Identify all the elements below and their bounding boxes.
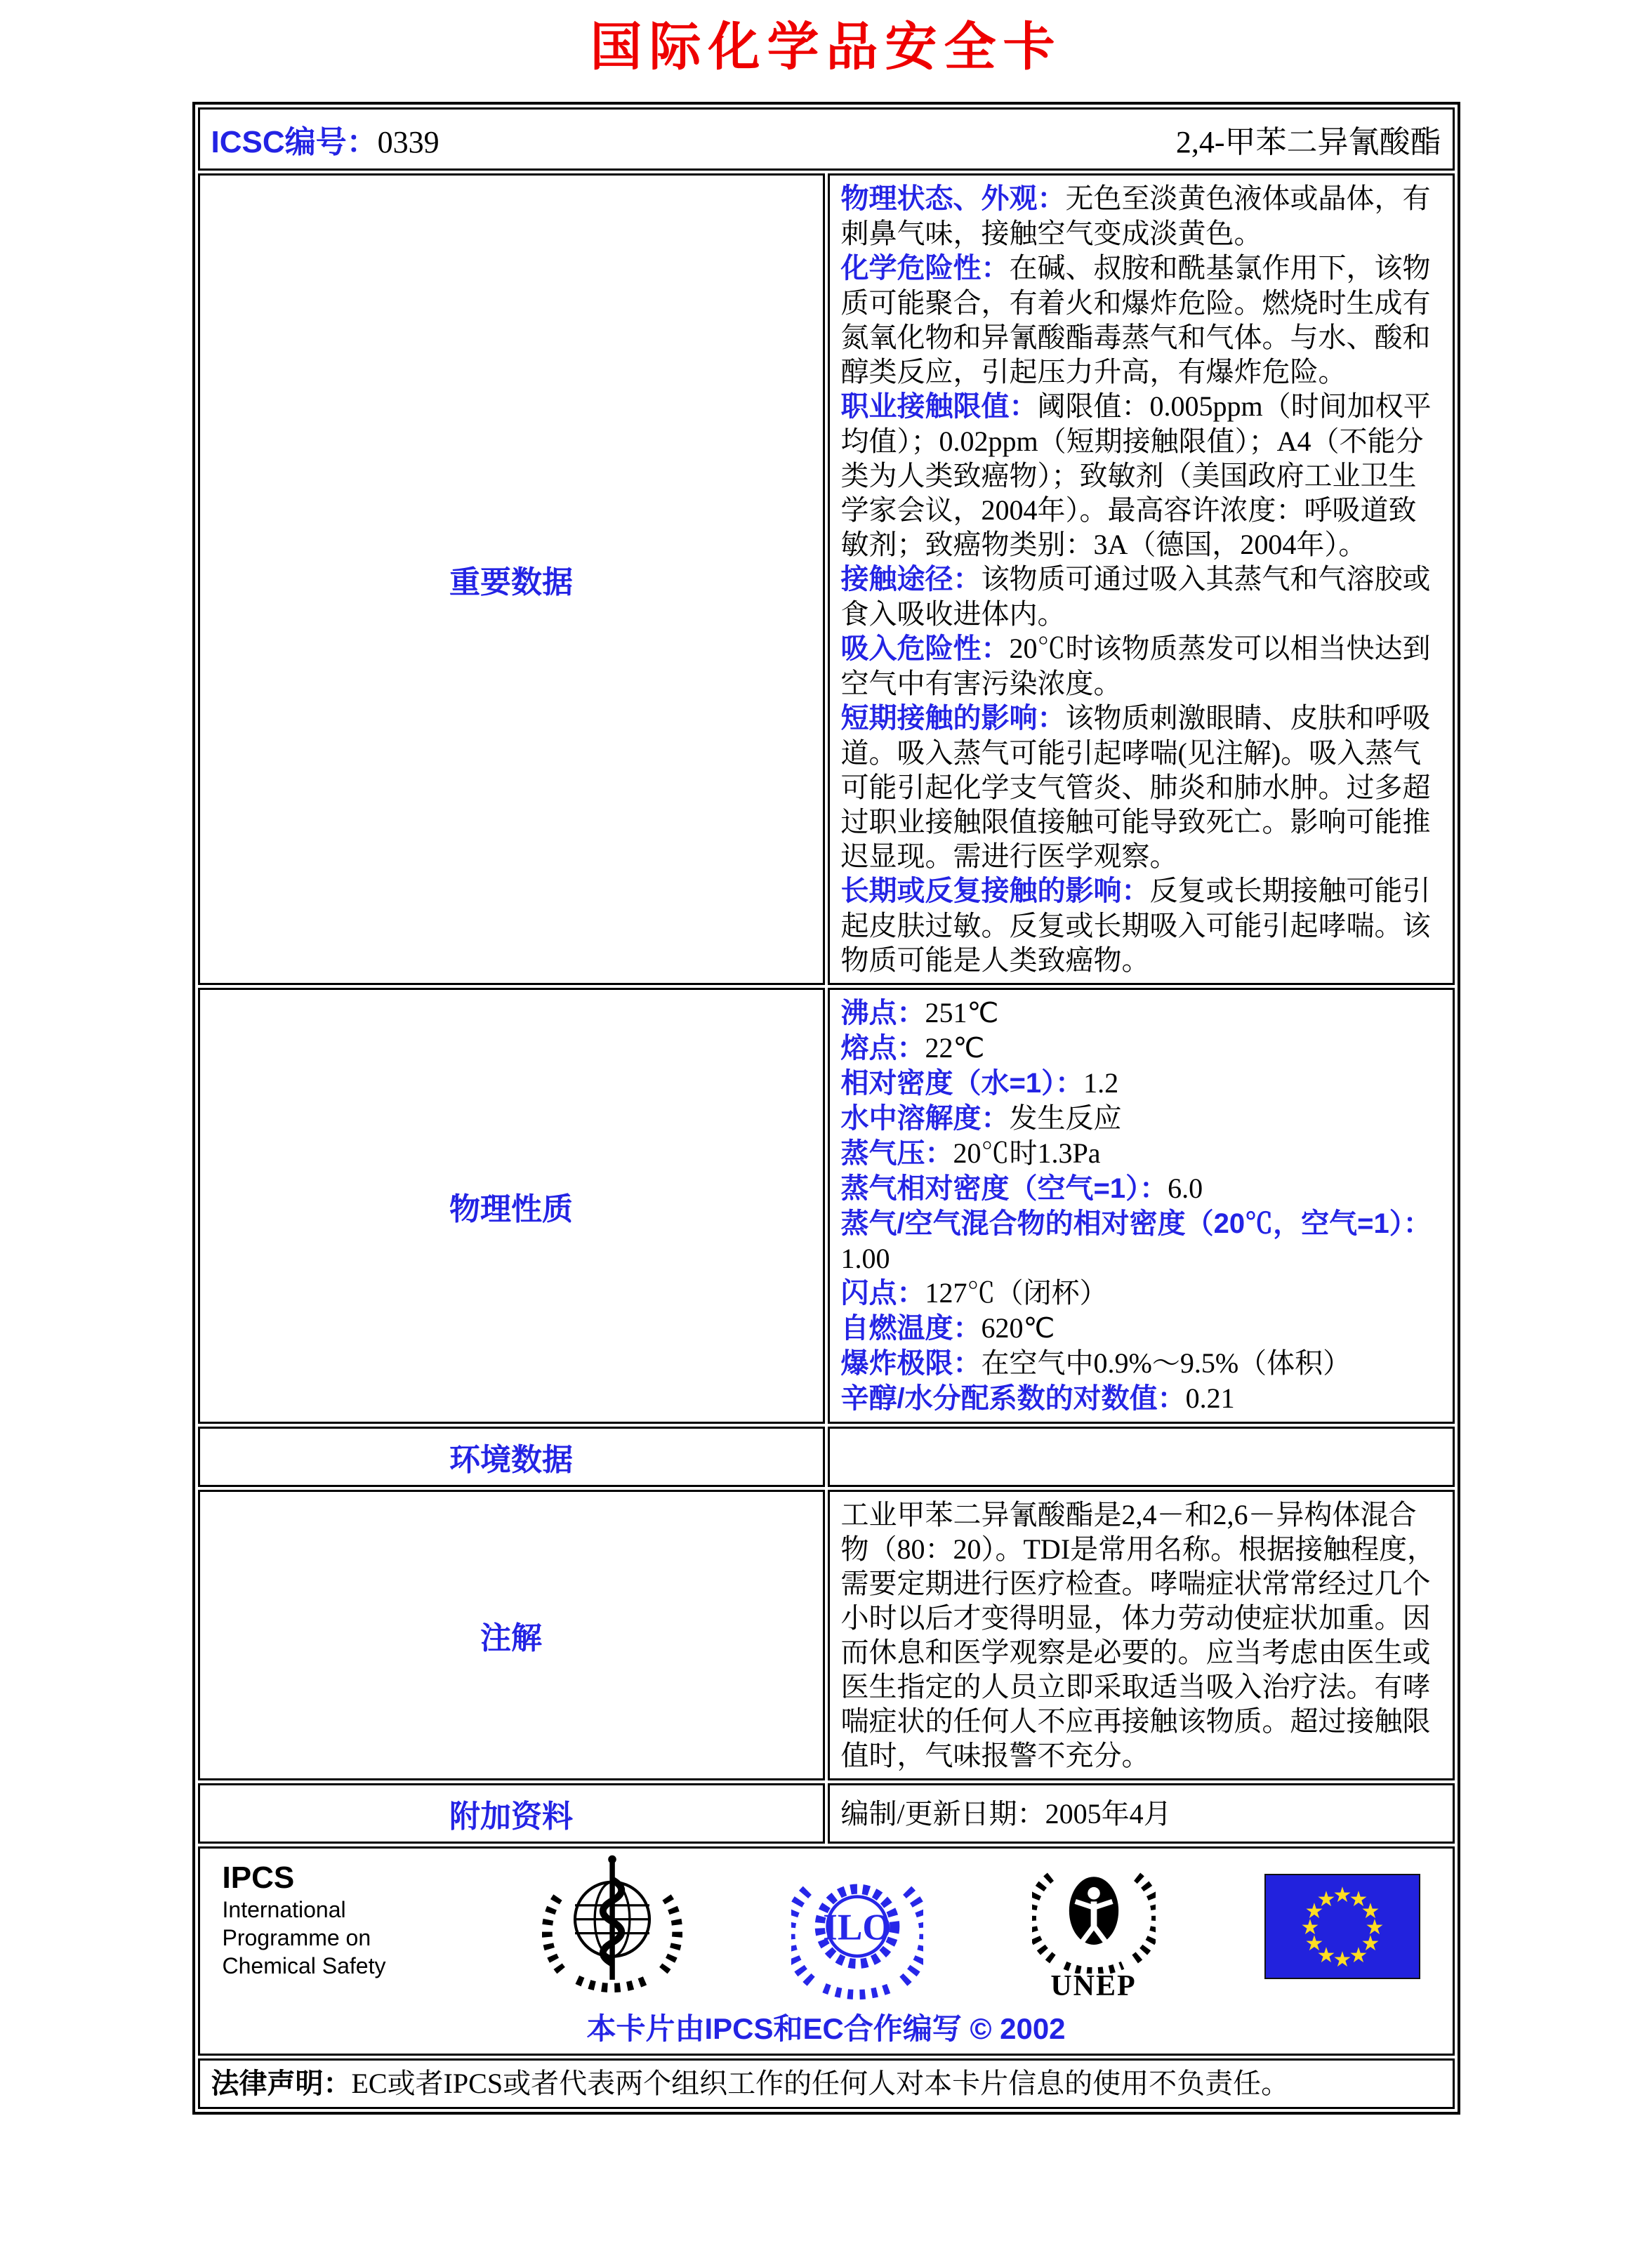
- property-entry: [841, 996, 1441, 1031]
- property-entry: [841, 1346, 1441, 1381]
- notes-content: [828, 1490, 1455, 1780]
- data-entry: [841, 562, 1441, 631]
- entry-label: 长期或反复接触的影响：: [840, 875, 1150, 907]
- notes-text: 工业甲苯二异氰酸酯是2,4－和2,6－异构体混合物（80：20）。TDI是常用名称。根据接触程度，需要定期进行医疗检查。哮喘症状常常经过几个小时以后才变得明显，体力劳动使症状加重。因而休息和医学观察是必要的。应当考虑由医生或医生指定的人员立即采取适当吸入治疗法。有哮喘症状的任何人不应再接触该物质。超过接触限值时，气味报警不充分。: [840, 1499, 1436, 1772]
- additional-info-text: 编制/更新日期：2005年4月: [840, 1797, 1172, 1830]
- logos-cell: [198, 1846, 1455, 2056]
- svg-text:★: ★: [1304, 1900, 1323, 1924]
- entry-label: 相对密度（水=1）：: [840, 1068, 1084, 1099]
- legal-row: [198, 2058, 1455, 2109]
- entry-value: 1.2: [1083, 1067, 1119, 1099]
- section-label-important: 重要数据: [198, 173, 825, 985]
- svg-text:★: ★: [1333, 1948, 1352, 1972]
- logos-row: [198, 1846, 1455, 2056]
- ipcs-wordmark: [223, 1854, 433, 1979]
- section-label-physical: 物理性质: [198, 988, 825, 1424]
- header-row: [198, 107, 1455, 171]
- icsc-number-group: [211, 117, 440, 161]
- entry-value: 该物质可通过吸入其蒸气和气溶胶或食入吸收进体内。: [840, 563, 1431, 630]
- eu-flag-icon: [1264, 1854, 1420, 1979]
- property-entry: [841, 1136, 1441, 1171]
- legal-cell: [198, 2058, 1455, 2109]
- entry-value: 22℃: [925, 1032, 985, 1064]
- entry-label: 接触途径：: [840, 564, 982, 595]
- entry-label: 吸入危险性：: [840, 633, 1010, 665]
- notes-row: [198, 1490, 1455, 1780]
- data-entry: [841, 389, 1441, 562]
- environmental-data-row: [198, 1427, 1455, 1487]
- entry-label: 短期接触的影响：: [840, 703, 1066, 734]
- svg-text:★: ★: [1349, 1888, 1368, 1912]
- entry-label: 沸点：: [840, 998, 925, 1029]
- ipcs-title: IPCS: [222, 1860, 295, 1896]
- svg-text:★: ★: [1349, 1944, 1368, 1968]
- property-entry: [841, 1031, 1441, 1066]
- svg-text:★: ★: [1361, 1900, 1380, 1924]
- entry-value: 无色至淡黄色液体或晶体，有刺鼻气味，接触空气变成淡黄色。: [840, 183, 1431, 250]
- entry-value: 20℃时1.3Pa: [953, 1137, 1101, 1170]
- additional-info-content: [828, 1783, 1455, 1844]
- entry-label: 自燃温度：: [840, 1313, 982, 1344]
- svg-text:★: ★: [1333, 1884, 1352, 1908]
- property-entry: [841, 1101, 1441, 1136]
- physical-properties-content: [828, 988, 1455, 1424]
- entry-value: 6.0: [1168, 1172, 1203, 1205]
- legal-text: EC或者IPCS或者代表两个组织工作的任何人对本卡片信息的使用不负责任。: [351, 2068, 1290, 2100]
- entry-label: 物理状态、外观：: [840, 183, 1066, 215]
- property-entry: [841, 1206, 1441, 1276]
- entry-value: 在空气中0.9%～9.5%（体积）: [981, 1347, 1352, 1380]
- data-entry: [841, 631, 1441, 701]
- svg-text:★: ★: [1316, 1888, 1335, 1912]
- entry-label: 水中溶解度：: [840, 1103, 1010, 1135]
- header-cell: [198, 107, 1455, 171]
- entry-value: 251℃: [925, 997, 999, 1029]
- ilo-logo-icon: [791, 1854, 923, 2003]
- section-label-additional: 附加资料: [198, 1783, 825, 1844]
- icsc-number-label: ICSC编号：: [211, 125, 378, 160]
- data-entry: [841, 873, 1441, 977]
- section-label-environment: 环境数据: [198, 1427, 825, 1487]
- chemical-name: 2,4-甲苯二异氰酸酯: [1175, 125, 1441, 160]
- entry-label: 闪点：: [840, 1278, 925, 1309]
- important-data-content: [828, 173, 1455, 985]
- icsc-card-table: [192, 102, 1460, 2115]
- who-logo-icon: [542, 1854, 682, 2003]
- legal-label: 法律声明：: [211, 2068, 352, 2100]
- important-data-row: [198, 173, 1455, 985]
- environmental-data-content: [828, 1427, 1455, 1487]
- entry-label: 蒸气/空气混合物的相对密度（20℃，空气=1）：: [840, 1208, 1432, 1240]
- entry-label: 辛醇/水分配系数的对数值：: [840, 1383, 1186, 1415]
- section-label-notes: 注解: [198, 1490, 825, 1780]
- logos-strip: [211, 1854, 1441, 2003]
- property-entry: [841, 1171, 1441, 1206]
- entry-label: 化学危险性：: [840, 253, 1010, 284]
- footer-caption: [211, 2006, 1441, 2048]
- svg-text:★: ★: [1365, 1916, 1384, 1940]
- physical-properties-row: [198, 988, 1455, 1424]
- svg-text:★: ★: [1316, 1944, 1335, 1968]
- property-entry: [841, 1276, 1441, 1311]
- entry-label: 蒸气压：: [840, 1138, 953, 1170]
- entry-value: 127℃（闭杯）: [925, 1277, 1108, 1309]
- entry-value: 阈限值：0.005ppm（时间加权平均值）；0.02ppm（短期接触限值）；A4（不能分类为人类致癌物）；致敏剂（美国政府工业卫生学家会议，2004年）。最高容许浓度：呼吸道致敏剂；致癌物类别：3A（德国，2004年）。: [840, 390, 1432, 561]
- additional-info-row: [198, 1783, 1455, 1844]
- entry-label: 熔点：: [840, 1033, 925, 1064]
- entry-value: 发生反应: [1009, 1102, 1122, 1135]
- data-entry: [841, 701, 1441, 873]
- svg-text:★: ★: [1361, 1932, 1380, 1956]
- entry-value: 1.00: [840, 1243, 890, 1275]
- property-entry: [841, 1066, 1441, 1101]
- entry-label: 蒸气相对密度（空气=1）：: [840, 1173, 1168, 1205]
- ipcs-subtitle-line2: Programme on: [222, 1924, 371, 1950]
- data-entry: [841, 181, 1441, 251]
- ipcs-subtitle-line3: Chemical Safety: [222, 1952, 386, 1978]
- entry-label: 职业接触限值：: [840, 391, 1038, 423]
- page-title: 国际化学品安全卡: [590, 18, 1062, 76]
- icsc-number-value: 0339: [377, 125, 440, 160]
- entry-label: 爆炸极限：: [840, 1348, 982, 1380]
- svg-text:★: ★: [1304, 1932, 1323, 1956]
- footer-copyright: © 2002: [970, 2012, 1066, 2046]
- data-entry: [841, 251, 1441, 389]
- svg-text:★: ★: [1300, 1916, 1319, 1940]
- entry-value: 620℃: [981, 1312, 1055, 1344]
- svg-text:ILO: ILO: [822, 1907, 892, 1949]
- property-entry: [841, 1311, 1441, 1346]
- entry-value: 该物质刺激眼睛、皮肤和呼吸道。吸入蒸气可能引起哮喘(见注解)。吸入蒸气可能引起化学支气管炎、肺炎和肺水肿。过多超过职业接触限值接触可能导致死亡。影响可能推迟显现。需进行医学观察。: [840, 702, 1431, 873]
- entry-value: 反复或长期接触可能引起皮肤过敏。反复或长期吸入可能引起哮喘。该物质可能是人类致癌物。: [840, 875, 1431, 977]
- entry-value: 20℃时该物质蒸发可以相当快达到空气中有害污染浓度。: [840, 633, 1431, 700]
- property-entry: [841, 1381, 1441, 1416]
- footer-caption-text: 本卡片由IPCS和EC合作编写: [586, 2012, 962, 2046]
- entry-value: 0.21: [1185, 1382, 1235, 1415]
- ipcs-subtitle-line1: International: [222, 1896, 346, 1922]
- unep-wordmark: UNEP: [1050, 1970, 1137, 2003]
- unep-logo-icon: [1032, 1854, 1156, 2003]
- entry-value: 在碱、叔胺和酰基氯作用下，该物质可能聚合，有着火和爆炸危险。燃烧时生成有氮氧化物和异氰酸酯毒蒸气和气体。与水、酸和醇类反应，引起压力升高，有爆炸危险。: [840, 252, 1431, 388]
